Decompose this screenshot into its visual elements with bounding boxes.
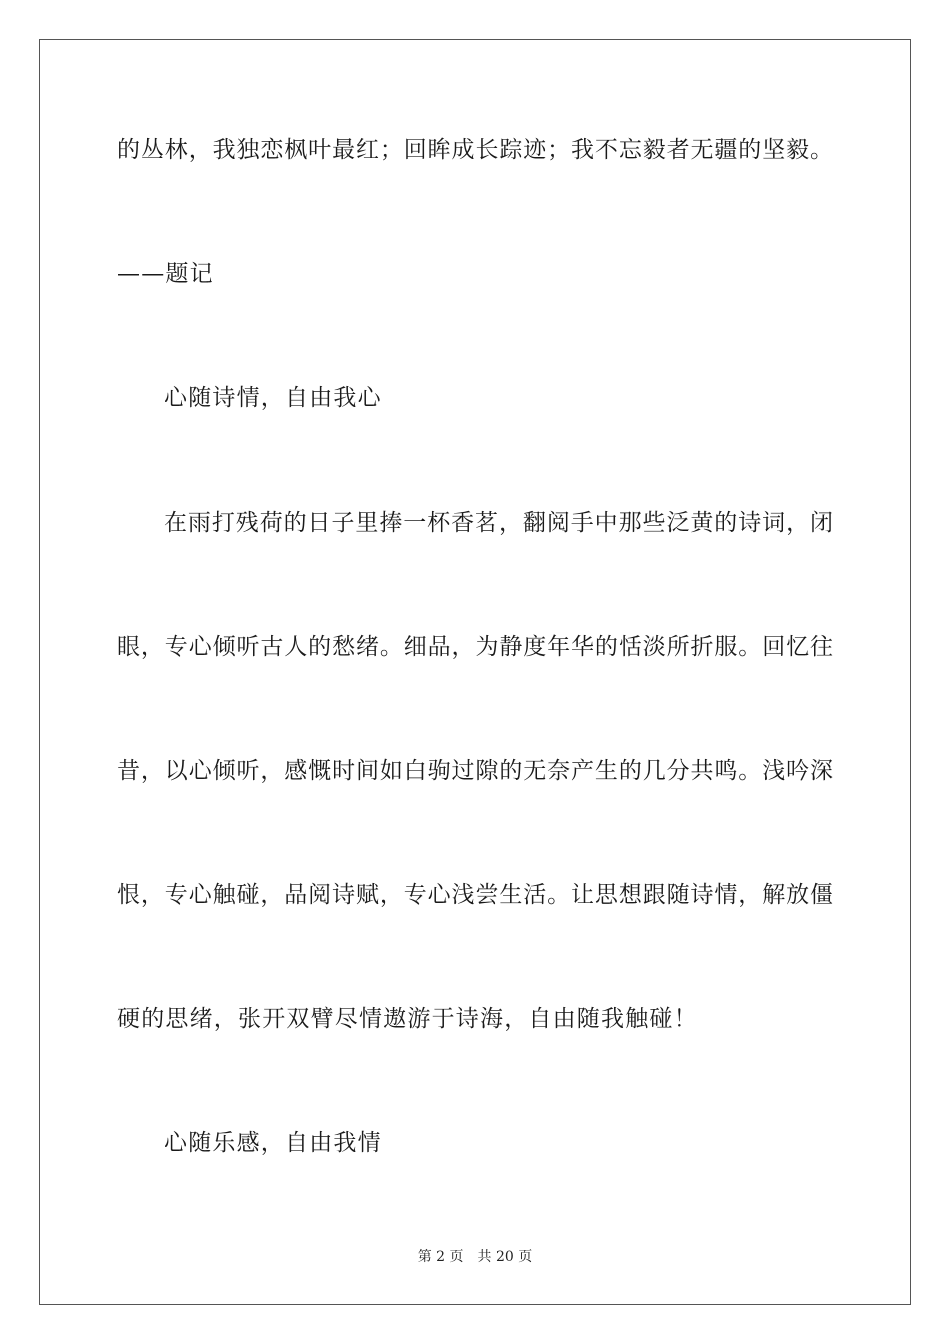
- page-border: [39, 39, 911, 1305]
- body-text-line: 在雨打残荷的日子里捧一杯香茗，翻阅手中那些泛黄的诗词，闭: [164, 510, 833, 536]
- section-heading: 心随诗情，自由我心: [164, 385, 382, 411]
- body-text-line: 昔，以心倾听，感慨时间如白驹过隙的无奈产生的几分共鸣。浅吟深: [117, 758, 833, 784]
- body-text-line: 恨，专心触碰，品阅诗赋，专心浅尝生活。让思想跟随诗情，解放僵: [117, 882, 833, 908]
- body-text-line: 的丛林，我独恋枫叶最红；回眸成长踪迹；我不忘毅者无疆的坚毅。: [117, 137, 833, 163]
- page-number: 第 2 页: [417, 1249, 464, 1265]
- epigraph-attribution: ——题记: [117, 261, 214, 287]
- body-text-line: 眼，专心倾听古人的愁绪。细品，为静度年华的恬淡所折服。回忆往: [117, 634, 833, 660]
- page-total: 共 20 页: [477, 1249, 533, 1265]
- page-footer: [0, 1248, 950, 1266]
- body-text-line: 硬的思绪，张开双臂尽情遨游于诗海，自由随我触碰！: [117, 1006, 698, 1032]
- section-heading: 心随乐感，自由我情: [164, 1130, 382, 1156]
